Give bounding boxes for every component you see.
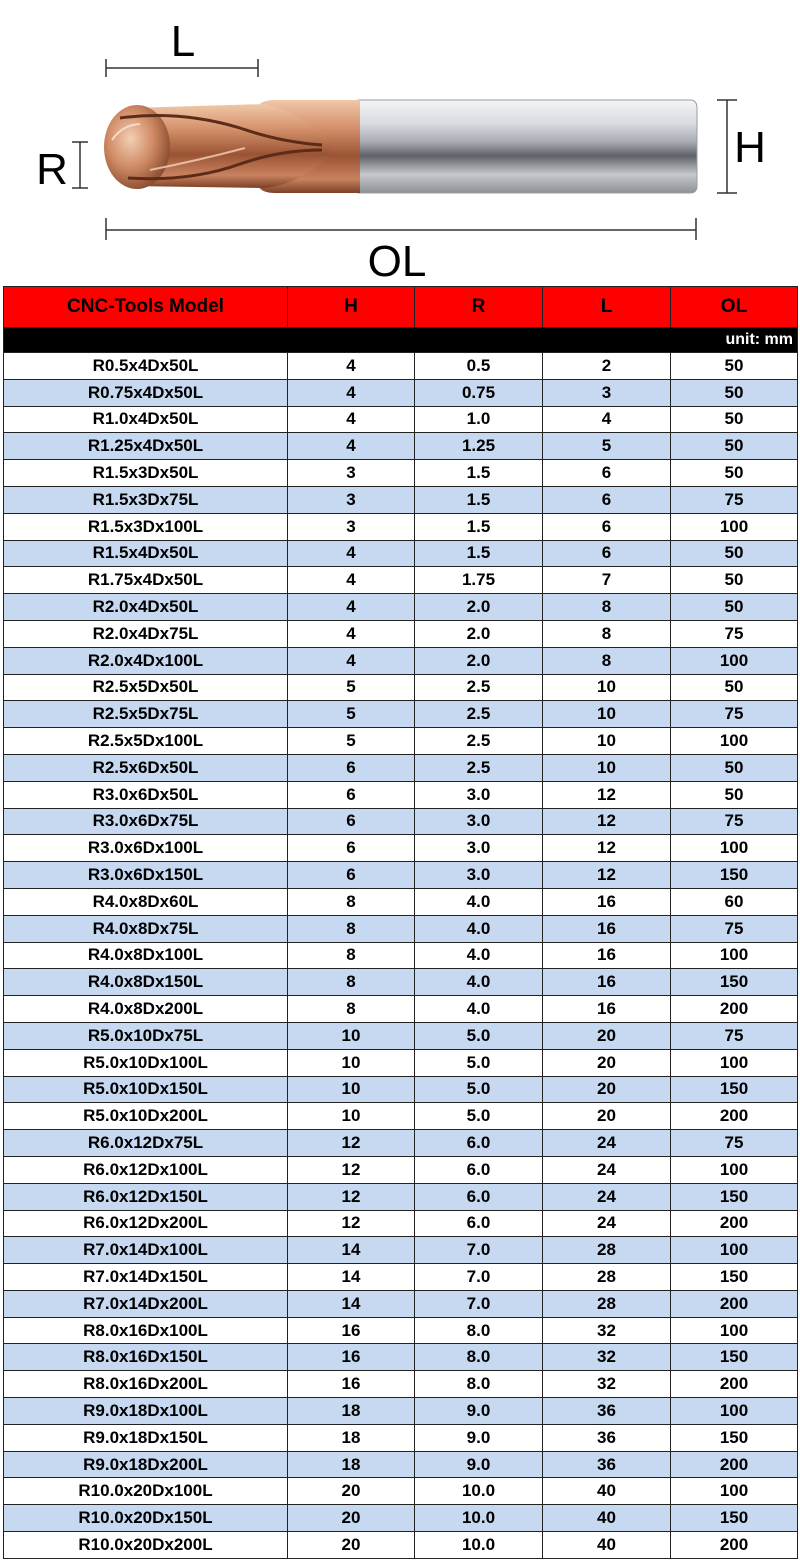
cell-l: 20: [543, 1049, 671, 1076]
cell-model: R10.0x20Dx150L: [4, 1505, 288, 1532]
cell-r: 4.0: [415, 915, 543, 942]
cell-r: 7.0: [415, 1237, 543, 1264]
cell-r: 2.5: [415, 701, 543, 728]
cell-l: 4: [543, 406, 671, 433]
cell-h: 6: [288, 862, 415, 889]
cell-r: 9.0: [415, 1398, 543, 1425]
cell-model: R6.0x12Dx200L: [4, 1210, 288, 1237]
table-row: [4, 433, 798, 460]
cell-model: R2.5x5Dx75L: [4, 701, 288, 728]
cell-model: R4.0x8Dx150L: [4, 969, 288, 996]
table-row: [4, 701, 798, 728]
cell-ol: 150: [671, 969, 798, 996]
cell-h: 16: [288, 1371, 415, 1398]
cell-l: 12: [543, 835, 671, 862]
cell-l: 36: [543, 1451, 671, 1478]
cell-l: 24: [543, 1156, 671, 1183]
cell-ol: 50: [671, 406, 798, 433]
cell-r: 3.0: [415, 835, 543, 862]
cell-r: 8.0: [415, 1317, 543, 1344]
cell-r: 5.0: [415, 1049, 543, 1076]
cell-model: R2.0x4Dx100L: [4, 647, 288, 674]
cell-ol: 50: [671, 594, 798, 621]
cell-ol: 200: [671, 1210, 798, 1237]
cell-model: R3.0x6Dx100L: [4, 835, 288, 862]
cell-model: R2.0x4Dx50L: [4, 594, 288, 621]
cell-ol: 75: [671, 620, 798, 647]
cell-l: 16: [543, 996, 671, 1023]
cell-h: 14: [288, 1290, 415, 1317]
header-l: L: [543, 287, 671, 328]
cell-l: 24: [543, 1130, 671, 1157]
header-ol: OL: [671, 287, 798, 328]
cell-ol: 75: [671, 486, 798, 513]
cell-ol: 100: [671, 835, 798, 862]
cell-r: 7.0: [415, 1264, 543, 1291]
cell-h: 4: [288, 594, 415, 621]
cell-h: 14: [288, 1237, 415, 1264]
cell-l: 12: [543, 781, 671, 808]
cell-r: 5.0: [415, 1022, 543, 1049]
cell-l: 10: [543, 701, 671, 728]
table-row: [4, 1130, 798, 1157]
cell-r: 1.5: [415, 486, 543, 513]
table-row: [4, 1424, 798, 1451]
table-row: [4, 1237, 798, 1264]
cell-ol: 75: [671, 701, 798, 728]
cell-l: 36: [543, 1424, 671, 1451]
cell-l: 20: [543, 1076, 671, 1103]
cell-r: 8.0: [415, 1371, 543, 1398]
cell-ol: 75: [671, 808, 798, 835]
cell-model: R3.0x6Dx75L: [4, 808, 288, 835]
unit-note: unit: mm: [4, 328, 798, 353]
cell-ol: 150: [671, 1344, 798, 1371]
cell-model: R5.0x10Dx100L: [4, 1049, 288, 1076]
cell-r: 6.0: [415, 1156, 543, 1183]
cell-model: R2.5x6Dx50L: [4, 754, 288, 781]
cell-model: R8.0x16Dx200L: [4, 1371, 288, 1398]
cell-l: 6: [543, 540, 671, 567]
cell-h: 4: [288, 647, 415, 674]
cell-h: 12: [288, 1156, 415, 1183]
cell-ol: 100: [671, 1156, 798, 1183]
table-row: [4, 540, 798, 567]
table-row: [4, 808, 798, 835]
cell-ol: 100: [671, 942, 798, 969]
cell-model: R9.0x18Dx200L: [4, 1451, 288, 1478]
dimension-ol: [106, 218, 696, 285]
cell-r: 2.5: [415, 674, 543, 701]
cell-h: 18: [288, 1398, 415, 1425]
cell-r: 9.0: [415, 1451, 543, 1478]
table-row: [4, 1156, 798, 1183]
cell-r: 2.0: [415, 594, 543, 621]
cell-r: 5.0: [415, 1103, 543, 1130]
cell-model: R7.0x14Dx100L: [4, 1237, 288, 1264]
table-row: [4, 915, 798, 942]
cell-model: R2.0x4Dx75L: [4, 620, 288, 647]
cell-h: 12: [288, 1210, 415, 1237]
cell-ol: 50: [671, 460, 798, 487]
cell-l: 16: [543, 888, 671, 915]
cell-h: 4: [288, 353, 415, 380]
table-row: [4, 406, 798, 433]
cell-l: 24: [543, 1210, 671, 1237]
table-row: [4, 1344, 798, 1371]
cell-r: 4.0: [415, 888, 543, 915]
cell-l: 16: [543, 942, 671, 969]
table-row: [4, 379, 798, 406]
cell-model: R5.0x10Dx75L: [4, 1022, 288, 1049]
table-row: [4, 513, 798, 540]
cell-model: R1.5x3Dx75L: [4, 486, 288, 513]
cell-r: 10.0: [415, 1532, 543, 1559]
cell-model: R6.0x12Dx75L: [4, 1130, 288, 1157]
cell-l: 20: [543, 1022, 671, 1049]
cell-ol: 150: [671, 1264, 798, 1291]
cell-ol: 50: [671, 567, 798, 594]
cell-l: 10: [543, 754, 671, 781]
cell-model: R5.0x10Dx150L: [4, 1076, 288, 1103]
cell-h: 8: [288, 996, 415, 1023]
cell-r: 10.0: [415, 1478, 543, 1505]
cell-h: 4: [288, 620, 415, 647]
cell-r: 2.0: [415, 647, 543, 674]
cell-h: 8: [288, 915, 415, 942]
cell-model: R1.5x4Dx50L: [4, 540, 288, 567]
cell-r: 3.0: [415, 808, 543, 835]
cell-h: 5: [288, 674, 415, 701]
table-row: [4, 1076, 798, 1103]
cell-model: R7.0x14Dx150L: [4, 1264, 288, 1291]
cell-h: 20: [288, 1478, 415, 1505]
cell-r: 1.75: [415, 567, 543, 594]
cell-ol: 75: [671, 1022, 798, 1049]
cell-model: R8.0x16Dx150L: [4, 1344, 288, 1371]
cell-l: 40: [543, 1478, 671, 1505]
cell-ol: 50: [671, 674, 798, 701]
cell-r: 1.25: [415, 433, 543, 460]
spec-table: [3, 286, 798, 1559]
cell-h: 6: [288, 754, 415, 781]
dimension-r: [36, 142, 88, 194]
cell-model: R10.0x20Dx100L: [4, 1478, 288, 1505]
cell-h: 10: [288, 1076, 415, 1103]
cell-l: 36: [543, 1398, 671, 1425]
cell-l: 10: [543, 728, 671, 755]
table-row: [4, 728, 798, 755]
cell-h: 6: [288, 781, 415, 808]
cell-r: 0.5: [415, 353, 543, 380]
cell-ol: 200: [671, 996, 798, 1023]
cell-h: 3: [288, 513, 415, 540]
cell-model: R9.0x18Dx150L: [4, 1424, 288, 1451]
cell-h: 16: [288, 1344, 415, 1371]
cell-r: 0.75: [415, 379, 543, 406]
cell-ol: 150: [671, 1183, 798, 1210]
cell-l: 7: [543, 567, 671, 594]
cell-model: R6.0x12Dx150L: [4, 1183, 288, 1210]
cell-ol: 100: [671, 1478, 798, 1505]
cell-ol: 200: [671, 1371, 798, 1398]
table-row: [4, 754, 798, 781]
cell-h: 3: [288, 486, 415, 513]
cell-ol: 75: [671, 915, 798, 942]
tool-diagram: [0, 0, 800, 285]
header-r: R: [415, 287, 543, 328]
table-row: [4, 647, 798, 674]
cell-r: 5.0: [415, 1076, 543, 1103]
cell-model: R8.0x16Dx100L: [4, 1317, 288, 1344]
cell-h: 12: [288, 1183, 415, 1210]
cell-l: 8: [543, 647, 671, 674]
cell-r: 1.0: [415, 406, 543, 433]
cell-model: R6.0x12Dx100L: [4, 1156, 288, 1183]
cell-h: 8: [288, 888, 415, 915]
table-row: [4, 1398, 798, 1425]
cell-ol: 150: [671, 1505, 798, 1532]
cell-h: 4: [288, 406, 415, 433]
cell-model: R4.0x8Dx75L: [4, 915, 288, 942]
table-row: [4, 674, 798, 701]
label-ol: OL: [367, 237, 427, 285]
table-row: [4, 1532, 798, 1559]
ball-end-mill: [104, 100, 697, 193]
table-row: [4, 1290, 798, 1317]
cell-ol: 100: [671, 1317, 798, 1344]
cell-h: 10: [288, 1049, 415, 1076]
cell-model: R3.0x6Dx150L: [4, 862, 288, 889]
cell-r: 10.0: [415, 1505, 543, 1532]
cell-h: 8: [288, 942, 415, 969]
table-row: [4, 1451, 798, 1478]
table-row: [4, 781, 798, 808]
cell-model: R0.5x4Dx50L: [4, 353, 288, 380]
cell-model: R2.5x5Dx50L: [4, 674, 288, 701]
cell-ol: 100: [671, 513, 798, 540]
cell-ol: 200: [671, 1451, 798, 1478]
cell-r: 1.5: [415, 513, 543, 540]
table-row: [4, 460, 798, 487]
cell-l: 3: [543, 379, 671, 406]
cell-l: 12: [543, 808, 671, 835]
cell-r: 3.0: [415, 781, 543, 808]
cell-ol: 100: [671, 1398, 798, 1425]
cell-model: R4.0x8Dx200L: [4, 996, 288, 1023]
cell-l: 8: [543, 594, 671, 621]
header-model: CNC-Tools Model: [4, 287, 288, 328]
cell-model: R3.0x6Dx50L: [4, 781, 288, 808]
cell-r: 2.0: [415, 620, 543, 647]
cell-l: 32: [543, 1371, 671, 1398]
cell-h: 20: [288, 1532, 415, 1559]
cell-l: 12: [543, 862, 671, 889]
cell-ol: 100: [671, 1237, 798, 1264]
cell-ol: 200: [671, 1290, 798, 1317]
table-row: [4, 1049, 798, 1076]
cell-l: 6: [543, 460, 671, 487]
table-row: [4, 835, 798, 862]
cell-model: R9.0x18Dx100L: [4, 1398, 288, 1425]
cell-ol: 150: [671, 1424, 798, 1451]
cell-h: 8: [288, 969, 415, 996]
table-row: [4, 888, 798, 915]
cell-h: 4: [288, 433, 415, 460]
table-row: [4, 486, 798, 513]
cell-ol: 100: [671, 728, 798, 755]
cell-ol: 60: [671, 888, 798, 915]
cell-h: 4: [288, 567, 415, 594]
cell-ol: 150: [671, 1076, 798, 1103]
cell-ol: 200: [671, 1103, 798, 1130]
cell-ol: 100: [671, 1049, 798, 1076]
cell-l: 24: [543, 1183, 671, 1210]
cell-model: R1.5x3Dx50L: [4, 460, 288, 487]
cell-h: 20: [288, 1505, 415, 1532]
cell-ol: 100: [671, 647, 798, 674]
cell-r: 7.0: [415, 1290, 543, 1317]
table-row: [4, 1317, 798, 1344]
cell-h: 4: [288, 379, 415, 406]
cell-r: 8.0: [415, 1344, 543, 1371]
cell-l: 8: [543, 620, 671, 647]
cell-l: 28: [543, 1237, 671, 1264]
dimension-l: [106, 17, 258, 77]
cell-h: 18: [288, 1451, 415, 1478]
table-row: [4, 594, 798, 621]
cell-r: 9.0: [415, 1424, 543, 1451]
table-row: [4, 1022, 798, 1049]
table-row: [4, 1505, 798, 1532]
cell-model: R4.0x8Dx100L: [4, 942, 288, 969]
table-row: [4, 996, 798, 1023]
cell-ol: 50: [671, 754, 798, 781]
label-h: H: [734, 123, 766, 172]
cell-ol: 75: [671, 1130, 798, 1157]
cell-l: 28: [543, 1290, 671, 1317]
cell-h: 6: [288, 835, 415, 862]
header-h: H: [288, 287, 415, 328]
cell-h: 4: [288, 540, 415, 567]
table-row: [4, 1210, 798, 1237]
table-row: [4, 1183, 798, 1210]
cell-r: 6.0: [415, 1130, 543, 1157]
cell-model: R1.0x4Dx50L: [4, 406, 288, 433]
cell-l: 16: [543, 915, 671, 942]
cell-h: 10: [288, 1022, 415, 1049]
cell-l: 6: [543, 513, 671, 540]
table-row: [4, 1103, 798, 1130]
cell-ol: 50: [671, 540, 798, 567]
table-row: [4, 1264, 798, 1291]
cell-model: R4.0x8Dx60L: [4, 888, 288, 915]
table-row: [4, 942, 798, 969]
cell-ol: 200: [671, 1532, 798, 1559]
cell-model: R7.0x14Dx200L: [4, 1290, 288, 1317]
table-row: [4, 1478, 798, 1505]
cell-h: 10: [288, 1103, 415, 1130]
label-l: L: [170, 17, 196, 66]
cell-h: 16: [288, 1317, 415, 1344]
cell-r: 2.5: [415, 754, 543, 781]
dimension-h: [717, 100, 766, 193]
cell-r: 6.0: [415, 1183, 543, 1210]
cell-r: 4.0: [415, 942, 543, 969]
cell-h: 5: [288, 728, 415, 755]
cell-l: 40: [543, 1532, 671, 1559]
table-row: [4, 1371, 798, 1398]
cell-l: 16: [543, 969, 671, 996]
table-row: [4, 353, 798, 380]
cell-h: 3: [288, 460, 415, 487]
cell-h: 6: [288, 808, 415, 835]
cell-ol: 150: [671, 862, 798, 889]
cell-r: 4.0: [415, 969, 543, 996]
cell-h: 5: [288, 701, 415, 728]
table-row: [4, 567, 798, 594]
cell-l: 6: [543, 486, 671, 513]
cell-l: 10: [543, 674, 671, 701]
cell-r: 6.0: [415, 1210, 543, 1237]
cell-ol: 50: [671, 379, 798, 406]
cell-l: 2: [543, 353, 671, 380]
table-body: [4, 353, 798, 1559]
cell-l: 28: [543, 1264, 671, 1291]
cell-l: 32: [543, 1344, 671, 1371]
cell-r: 2.5: [415, 728, 543, 755]
cell-ol: 50: [671, 781, 798, 808]
cell-l: 20: [543, 1103, 671, 1130]
cell-h: 18: [288, 1424, 415, 1451]
cell-model: R1.5x3Dx100L: [4, 513, 288, 540]
table-row: [4, 969, 798, 996]
table-row: [4, 620, 798, 647]
cell-r: 3.0: [415, 862, 543, 889]
cell-r: 1.5: [415, 460, 543, 487]
label-r: R: [36, 145, 68, 194]
table-row: [4, 862, 798, 889]
cell-h: 14: [288, 1264, 415, 1291]
cell-model: R1.75x4Dx50L: [4, 567, 288, 594]
cell-l: 32: [543, 1317, 671, 1344]
cell-model: R5.0x10Dx200L: [4, 1103, 288, 1130]
cell-ol: 50: [671, 433, 798, 460]
cell-h: 12: [288, 1130, 415, 1157]
cell-model: R10.0x20Dx200L: [4, 1532, 288, 1559]
cell-l: 40: [543, 1505, 671, 1532]
cell-r: 1.5: [415, 540, 543, 567]
cell-ol: 50: [671, 353, 798, 380]
cell-model: R2.5x5Dx100L: [4, 728, 288, 755]
cell-model: R1.25x4Dx50L: [4, 433, 288, 460]
cell-model: R0.75x4Dx50L: [4, 379, 288, 406]
cell-r: 4.0: [415, 996, 543, 1023]
cell-l: 5: [543, 433, 671, 460]
table-header: [4, 287, 798, 353]
